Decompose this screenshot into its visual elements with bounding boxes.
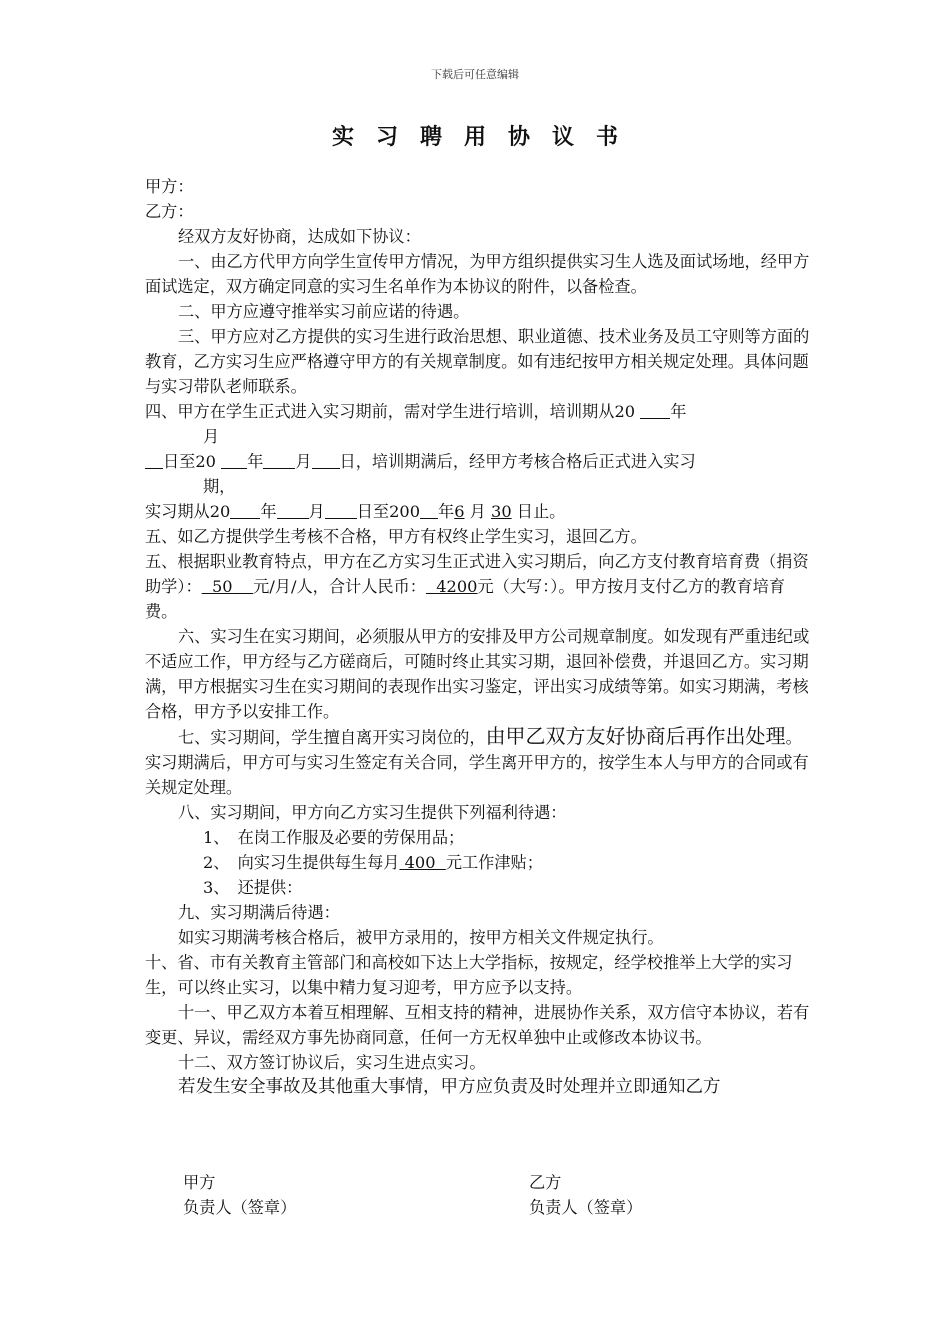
clause-12: 十二、双方签订协议后，实习生进点实习。	[178, 1053, 486, 1072]
signature-row-party	[183, 1170, 823, 1195]
signature-row-rep	[183, 1195, 823, 1220]
clause-10: 十、省、市有关教育主管部门和高校如下达上大学指标，按规定，经学校推举上大学的实习生，可以终止实习，以集中精力复习迎考，甲方应予以支持。	[145, 953, 793, 997]
party-a-rep-label: 负责人（签章）	[183, 1198, 297, 1217]
clause-9-detail: 如实习期满考核合格后，被甲方录用的，按甲方相关文件规定执行。	[178, 928, 664, 947]
clause-5b: 五、根据职业教育特点，甲方在乙方实习生正式进入实习期后，向乙方支付教育培育费（捐资助学）： 50 元/月/人，合计人民币： 4200元（大写：）。甲方按月支付乙方的教育培育费。	[145, 552, 809, 621]
clause-8: 八、实习期间，甲方向乙方实习生提供下列福利待遇：	[178, 803, 567, 822]
page-header: 下载后可任意编辑	[431, 68, 519, 81]
clause-1: 一、由乙方代甲方向学生宣传甲方情况，为甲方组织提供实习生人选及面试场地，经甲方面试选定，双方确定同意的实习生名单作为本协议的附件，以备检查。	[145, 252, 810, 296]
clause-5a: 五、如乙方提供学生考核不合格，甲方有权终止学生实习，退回乙方。	[145, 527, 647, 546]
intro-paragraph: 经双方友好协商，达成如下协议：	[178, 227, 421, 246]
welfare-item-1: 1、 在岗工作服及必要的劳保用品；	[203, 828, 465, 847]
welfare-item-3: 3、 还提供：	[203, 878, 303, 897]
blank-year	[640, 402, 670, 419]
document-title: 实习聘用协议书	[331, 124, 640, 150]
clause-11: 十一、甲乙双方本着互相理解、互相支持的精神，进展协作关系，双方信守本协议，若有变更、异议，需经双方事先协商同意，任何一方无权单独中止或修改本协议书。	[145, 1003, 810, 1047]
clause-2: 二、甲方应遵守推举实习前应诺的待遇。	[178, 302, 470, 321]
party-a-sign-label: 甲方	[183, 1173, 216, 1192]
party-b-rep-label: 负责人（签章）	[529, 1198, 643, 1217]
clause-6: 六、实习生在实习期间，必须服从甲方的安排及甲方公司规章制度。如发现有严重违纪或不适应工作，甲方经与乙方磋商后，可随时终止其实习期，退回补偿费，并退回乙方。实习期满，甲方根据实习生在实习期间的表现作出实习鉴定，评出实习成绩等第。如实习期满，考核合格，甲方予以安排工作。	[145, 627, 810, 721]
document-body	[145, 174, 817, 1100]
clause-3: 三、甲方应对乙方提供的实习生进行政治思想、职业道德、技术业务及员工守则等方面的教育，乙方实习生应严格遵守甲方的有关规章制度。如有违纪按甲方相关规定处理。具体问题与实习带队老师联系。	[145, 327, 810, 396]
party-b-line: 乙方：	[145, 202, 194, 221]
clause-7: 七、实习期间，学生擅自离开实习岗位的，由甲乙双方友好协商后再作出处理。实习期满后，甲方可与实习生签定有关合同，学生离开甲方的，按学生本人与甲方的合同或有关规定处理。	[145, 724, 809, 797]
welfare-item-2: 2、 向实习生提供每生每月 400 元工作津贴；	[203, 853, 543, 872]
clause-9: 九、实习期满后待遇：	[178, 903, 340, 922]
party-a-line: 甲方：	[145, 177, 194, 196]
clause-13: 若发生安全事故及其他重大事情，甲方应负责及时处理并立即通知乙方	[178, 1077, 721, 1097]
party-b-sign-label: 乙方	[529, 1173, 562, 1192]
clause-4-line-1: 四、甲方在学生正式进入实习期前，需对学生进行培训，培训期从20 年	[145, 402, 687, 421]
clause-4-line-3: 实习期从20 年 月 日至200 年6 月 30 日止。	[145, 502, 566, 521]
clause-4-month: 月	[203, 427, 220, 446]
clause-4-line-2: 日至20 年 月 日，培训期满后，经甲方考核合格后正式进入实习	[145, 449, 817, 474]
clause-4-period: 期，	[203, 477, 236, 496]
